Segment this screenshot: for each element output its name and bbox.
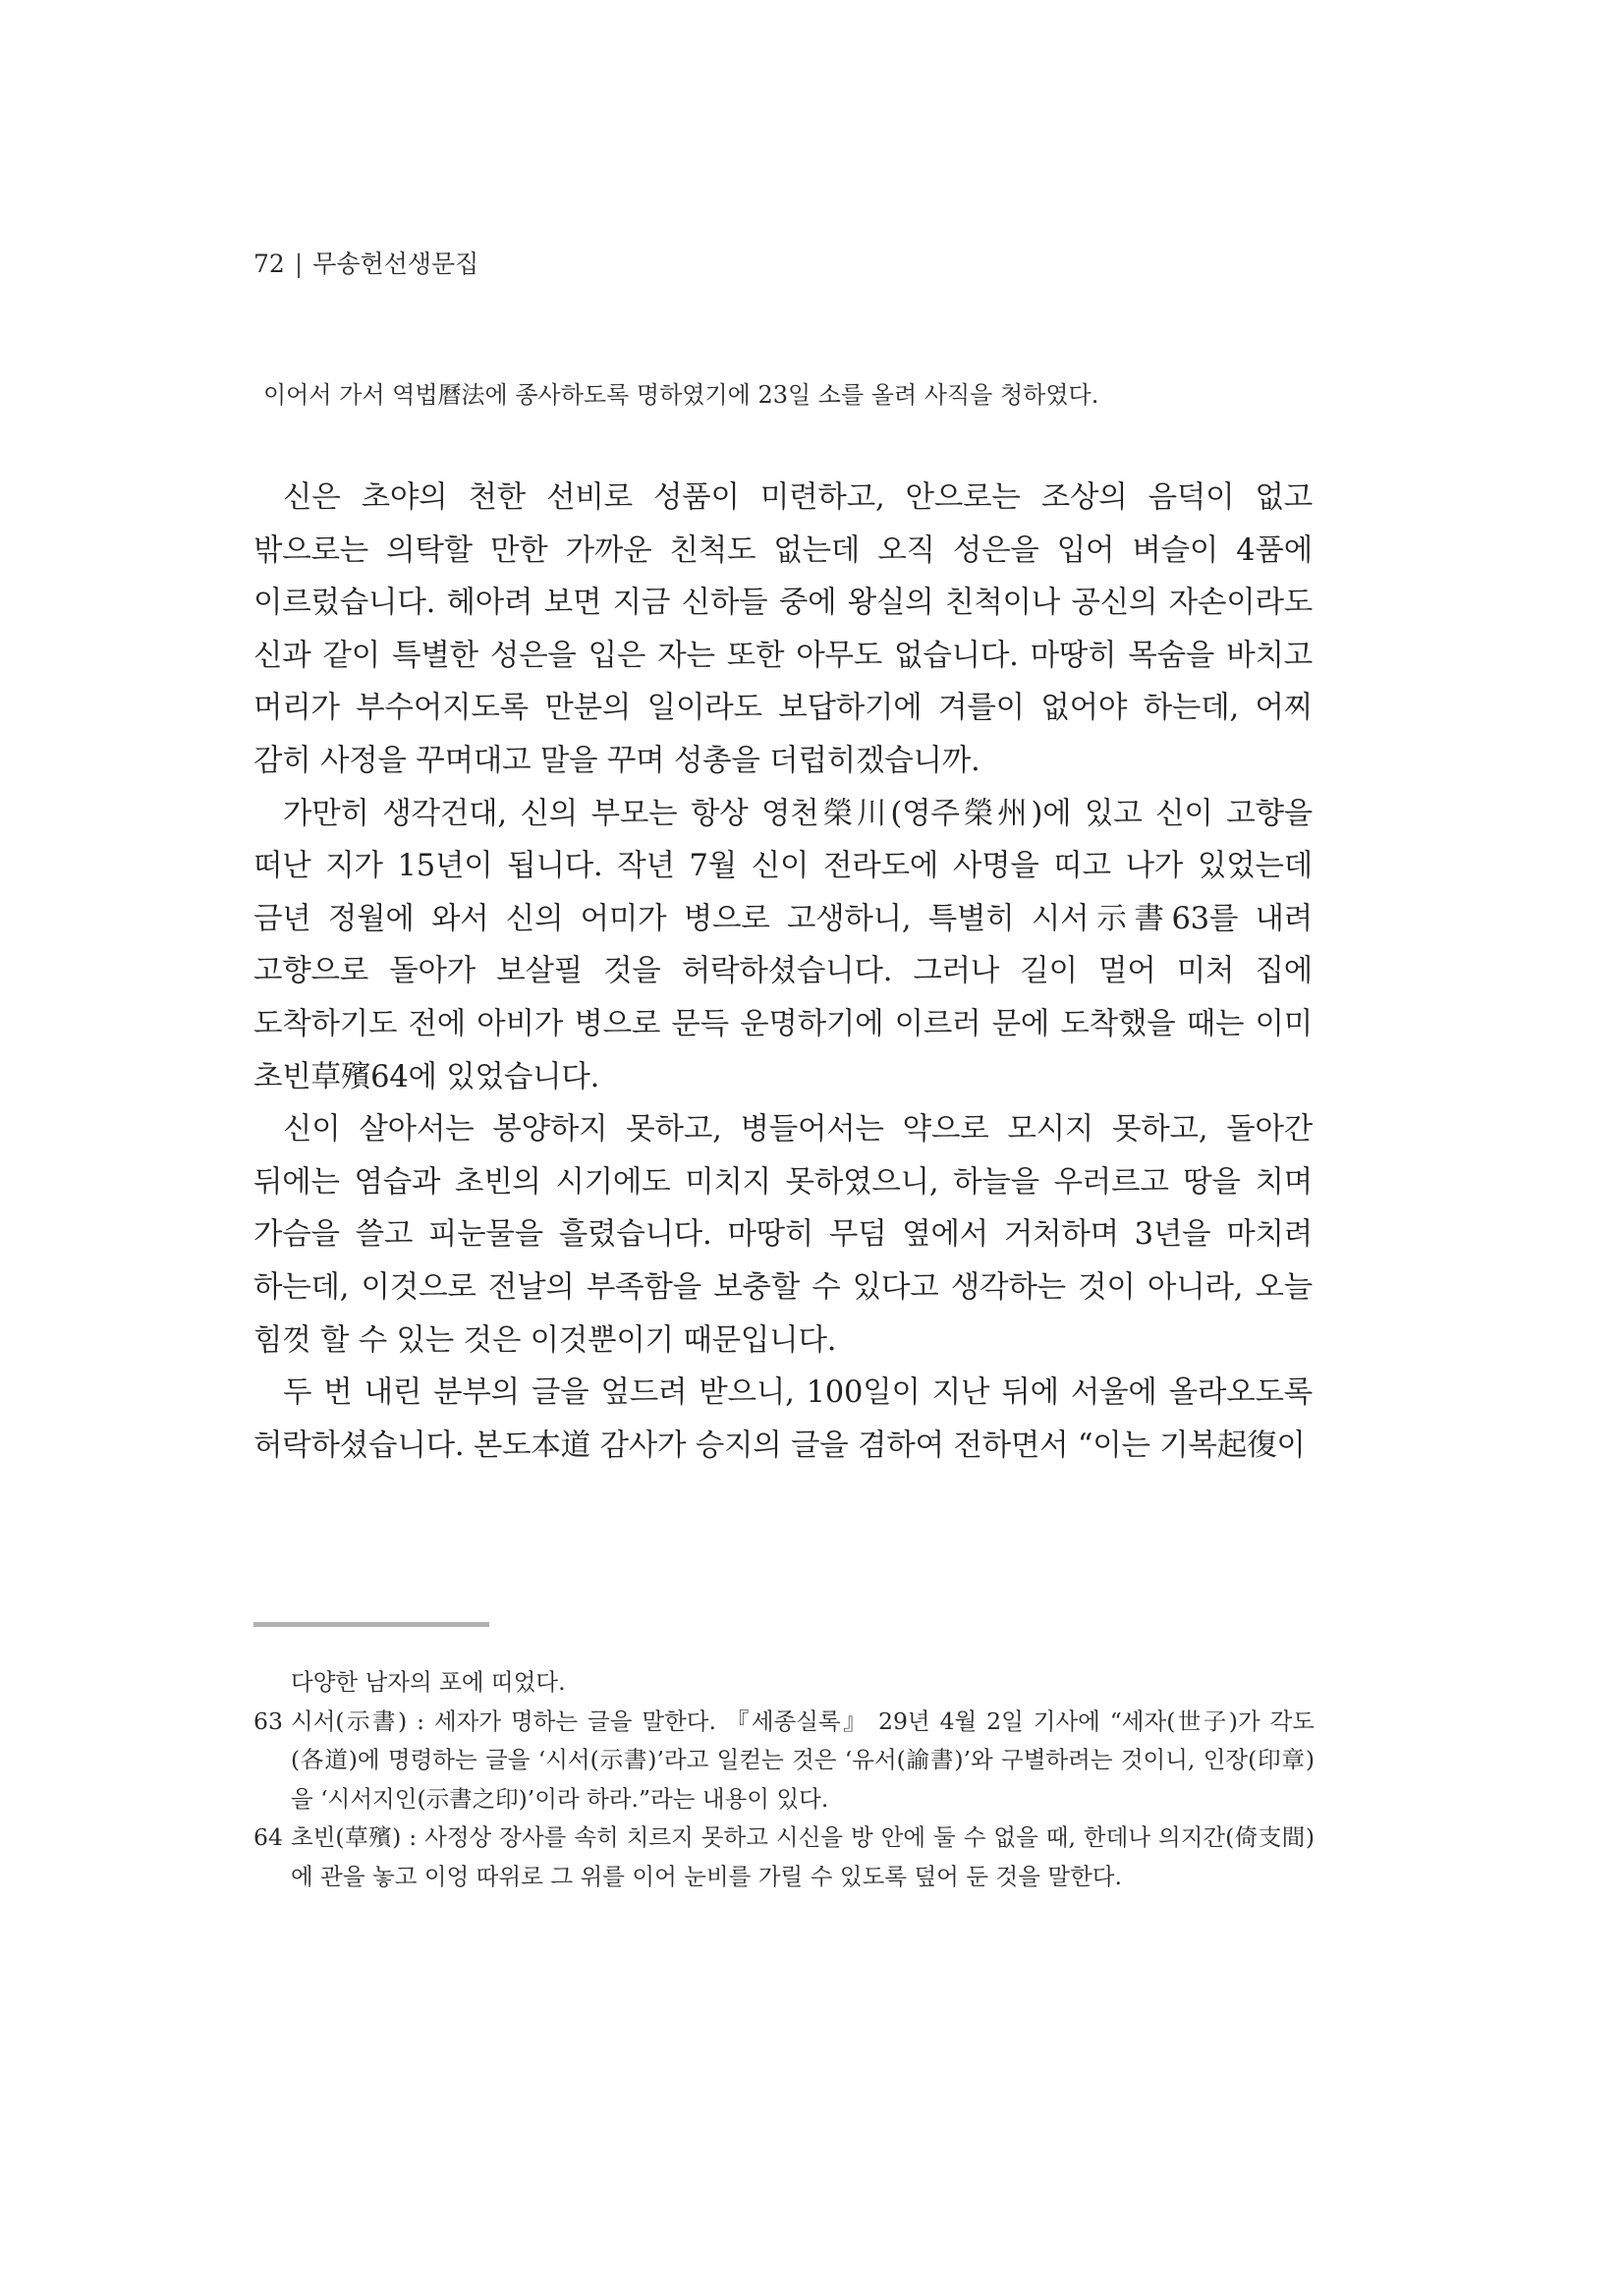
footnote-divider xyxy=(253,1622,489,1627)
footnote-continuation: 다양한 남자의 포에 띠었다. xyxy=(291,1668,566,1696)
header-separator: | xyxy=(294,250,304,278)
page-number: 72 xyxy=(253,250,285,278)
paragraph: 신은 초야의 천한 선비로 성품이 미련하고, 안으로는 조상의 음덕이 없고 밖으로는 의탁할 만한 가까운 친척도 없는데 오직 성은을 입어 벼슬이 4품에 이르렀습니다. 헤아려 보면 지금 신하들 중에 왕실의 친척이나 공신의 자손이라도 신과 같이 특별한 성은을 입은 자는 또한 아무도 없습니다. 마땅히 목숨을 바치고 머리가 부수어지도록 만분의 일이라도 보답하기에 겨를이 없어야 하는데, 어찌 감히 사정을 꾸며대고 말을 꾸며 성총을 더럽히겠습니까. xyxy=(253,480,1313,778)
footnotes xyxy=(253,1663,1315,1896)
paragraph: 두 번 내린 분부의 글을 엎드려 받으니, 100일이 지난 뒤에 서울에 올라오도록 허락하셨습니다. 본도本道 감사가 승지의 글을 겸하여 전하면서 “이는 기복起復이 xyxy=(253,1375,1313,1463)
footnote-text: 초빈(草殯) : 사정상 장사를 속히 치르지 못하고 시신을 방 안에 둘 수 없을 때, 한데나 의지간(倚支間)에 관을 놓고 이엉 따위로 그 위를 이어 눈비를 가릴 수 있도록 덮어 둔 것을 말한다. xyxy=(291,1823,1315,1890)
footnote-number: 63 xyxy=(253,1707,283,1735)
footnote-63 xyxy=(253,1703,1315,1820)
section-intro: 이어서 가서 역법曆法에 종사하도록 명하였기에 23일 소를 올려 사직을 청하였다. xyxy=(263,381,1099,409)
footnote-text: 시서(示書) : 세자가 명하는 글을 말한다. 『세종실록』 29년 4월 2일 기사에 “세자(世子)가 각도(各道)에 명령하는 글을 ‘시서(示書)’라고 일컫는 것은 ‘유서(諭書)’와 구별하려는 것이니, 인장(印章)을 ‘시서지인(示書之印)’이라 하라.”라는 내용이 있다. xyxy=(291,1707,1315,1813)
footnote-number: 64 xyxy=(253,1823,283,1851)
paragraph: 가만히 생각건대, 신의 부모는 항상 영천榮川(영주榮州)에 있고 신이 고향을 떠난 지가 15년이 됩니다. 작년 7월 신이 전라도에 사명을 띠고 나가 있었는데 금년 정월에 와서 신의 어미가 병으로 고생하니, 특별히 시서示書63를 내려 고향으로 돌아가 보살필 것을 허락하셨습니다. 그러나 길이 멀어 미처 집에 도착하기도 전에 아비가 병으로 문득 운명하기에 이르러 문에 도착했을 때는 이미 초빈草殯64에 있었습니다. xyxy=(253,796,1313,1094)
paragraph: 신이 살아서는 봉양하지 못하고, 병들어서는 약으로 모시지 못하고, 돌아간 뒤에는 염습과 초빈의 시기에도 미치지 못하였으니, 하늘을 우러르고 땅을 치며 가슴을 쓸고 피눈물을 흘렸습니다. 마땅히 무덤 옆에서 거처하며 3년을 마치려 하는데, 이것으로 전날의 부족함을 보충할 수 있다고 생각하는 것이 아니라, 오늘 힘껏 할 수 있는 것은 이것뿐이기 때문입니다. xyxy=(253,1112,1313,1358)
running-header xyxy=(253,248,478,281)
book-title: 무송헌선생문집 xyxy=(312,250,479,278)
footnote-64 xyxy=(253,1819,1315,1896)
body-text xyxy=(253,472,1313,1472)
